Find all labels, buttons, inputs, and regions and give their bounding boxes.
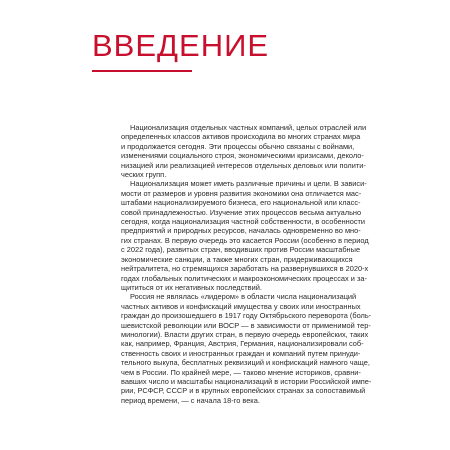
text-line: Национализация отдельных частных компаний, целых отраслей или: [130, 123, 367, 132]
text-line: ственность своих и иностранных граждан и компаний путем принуди-: [121, 348, 361, 358]
text-line: с 2022 года), развитых стран, вводивших против России масштабные: [121, 245, 361, 255]
text-line: экономические санкции, а также многих стран, придерживающихся: [121, 254, 353, 264]
text-line: как, например, Франция, Австрия, Германия, национализировали соб-: [121, 339, 364, 349]
paragraph: [121, 292, 372, 405]
chapter-heading: ВВЕДЕНИЕ: [92, 28, 270, 63]
text-line: шевистской революции или ВОСР — в зависимости от применимой тер-: [121, 320, 371, 330]
text-line: низацией или реализацией интересов отдельных деловых или полити-: [121, 160, 366, 170]
text-line: определенных классов активов происходила во многих странах мира: [121, 132, 361, 142]
text-line: сегодня, когда национализация частной собственности, в особенности: [121, 217, 366, 227]
text-line: ческих групп.: [121, 170, 167, 180]
text-line: годах глобальных политических и макроэкономических процессах и за-: [121, 273, 367, 283]
text-line: щититься от их негативных последствий.: [121, 282, 262, 292]
text-line: совой принадлежностью. Изучение этих процессов весьма актуально: [121, 207, 362, 217]
body-text: [121, 123, 372, 405]
text-line: нейтралитета, но стремящихся заработать на развернувшихся в 2020-х: [121, 264, 369, 274]
text-line: вавших число и масштабы национализаций в истории Российской импе-: [121, 376, 372, 386]
text-line: предприятий и природных ресурсов, началась одновременно во мно-: [121, 226, 361, 236]
text-line: штабами национализируемого бизнеса, его национальной или класс-: [121, 198, 361, 208]
paragraph: [121, 179, 369, 292]
text-line: тельного выкупа, бесплатных реквизиций и конфискаций намного чаще,: [121, 358, 370, 368]
text-line: Национализация может иметь различные причины и цели. В зависи-: [130, 179, 367, 189]
text-line: мости от размеров и уровня развития экономики она отличается мас-: [121, 188, 362, 198]
text-line: изменениями социального строя, экономическими кризисами, деколо-: [121, 151, 364, 161]
text-line: гих странах. В первую очередь это касается России (особенно в период: [121, 235, 369, 245]
text-line: граждан до произошедшего в 1917 году Октябрьского переворота (боль-: [121, 311, 372, 321]
text-line: рии, РСФСР, СССР и в крупных европейских странах за сопоставимый: [121, 386, 366, 396]
text-line: частных активов и конфискаций имущества у своих или иностранных: [121, 301, 361, 311]
text-line: чем в России. По крайней мере, — таково мнение историков, сравни-: [121, 367, 361, 377]
paragraph: [121, 123, 367, 180]
text-line: период времени, — с начала 18-го века.: [121, 395, 260, 405]
text-line: и продолжается сегодня. Эти процессы обычно связаны с войнами,: [121, 141, 355, 151]
text-line: минологии). Власти других стран, в первую очередь европейских, таких: [121, 329, 369, 339]
text-line: Россия не являлась «лидером» в области числа национализаций: [130, 292, 357, 302]
heading-underline: [92, 70, 192, 72]
